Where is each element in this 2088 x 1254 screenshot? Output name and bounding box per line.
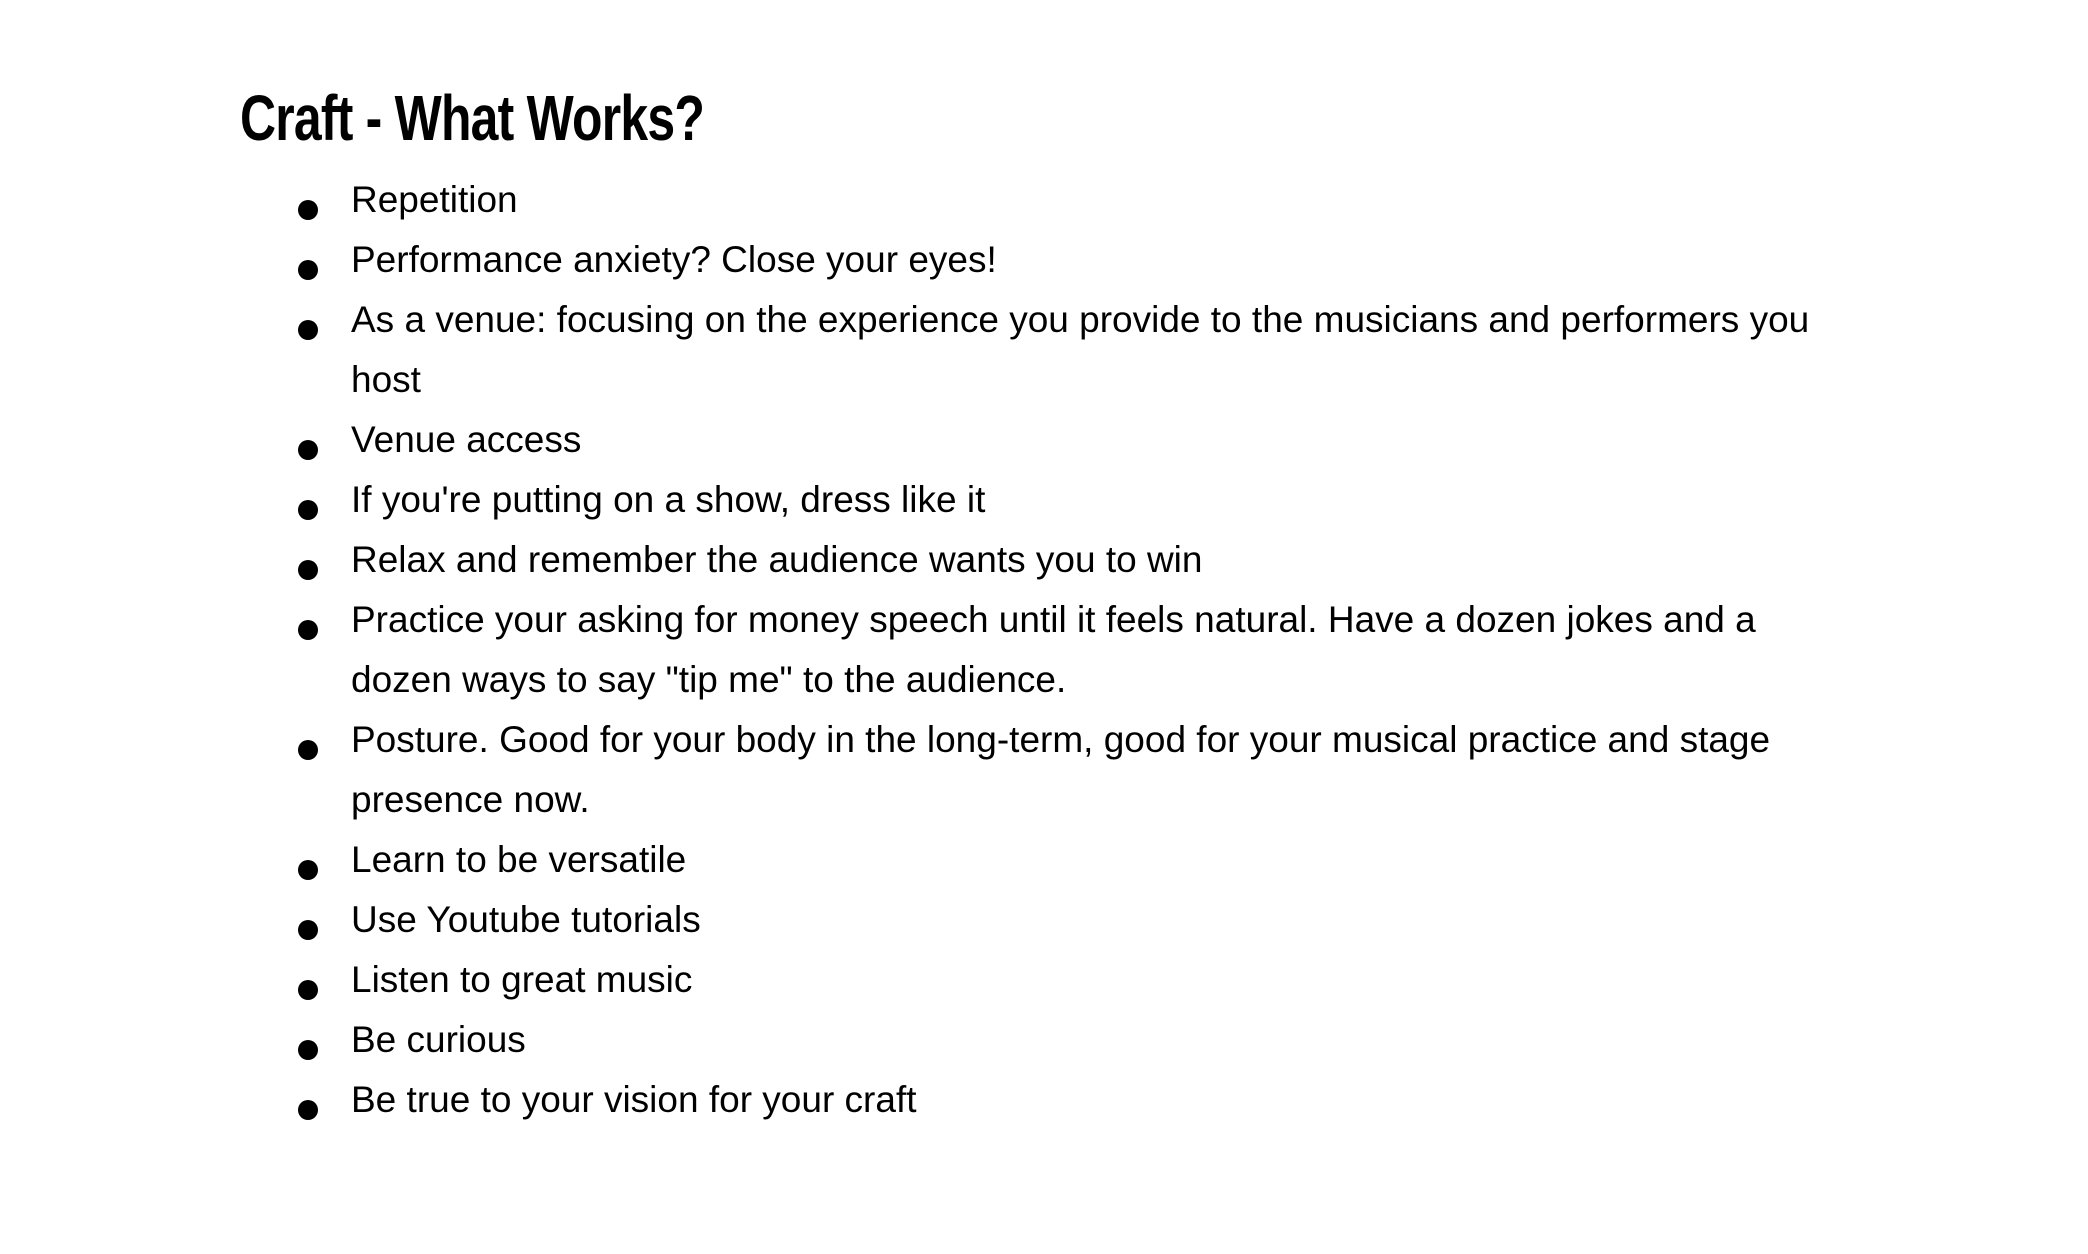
list-item-text: Repetition xyxy=(351,179,518,220)
bullet-icon xyxy=(298,560,318,580)
list-item-text: Be curious xyxy=(351,1019,526,1060)
list-item-text: Listen to great music xyxy=(351,959,693,1000)
bullet-icon xyxy=(298,1040,318,1060)
bullet-icon xyxy=(298,200,318,220)
bullet-icon xyxy=(298,500,318,520)
list-item-text: Posture. Good for your body in the long-term, good for your musical practice and stage presence now. xyxy=(351,719,1771,820)
list-item-text: Be true to your vision for your craft xyxy=(351,1079,917,1120)
bullet-icon xyxy=(298,1100,318,1120)
bullet-icon xyxy=(298,320,318,340)
bullet-icon xyxy=(298,860,318,880)
list-item-text: Learn to be versatile xyxy=(351,839,687,880)
list-item-text: Relax and remember the audience wants you to win xyxy=(351,539,1203,580)
bullet-icon xyxy=(298,980,318,1000)
bullet-icon xyxy=(298,260,318,280)
list-item-text: As a venue: focusing on the experience you provide to the musicians and performers you host xyxy=(351,299,1810,400)
list-item-text: Practice your asking for money speech until it feels natural. Have a dozen jokes and a dozen ways to say "tip me" to the audience. xyxy=(351,599,1756,700)
bullet-icon xyxy=(298,440,318,460)
bullet-icon xyxy=(298,740,318,760)
bullet-icon xyxy=(298,620,318,640)
list-item-text: Venue access xyxy=(351,419,582,460)
list-item-text: Performance anxiety? Close your eyes! xyxy=(351,239,997,280)
slide-title: Craft - What Works? xyxy=(240,82,705,154)
list-item-text: Use Youtube tutorials xyxy=(351,899,701,940)
list-item-text: If you're putting on a show, dress like it xyxy=(351,479,986,520)
bullet-icon xyxy=(298,920,318,940)
